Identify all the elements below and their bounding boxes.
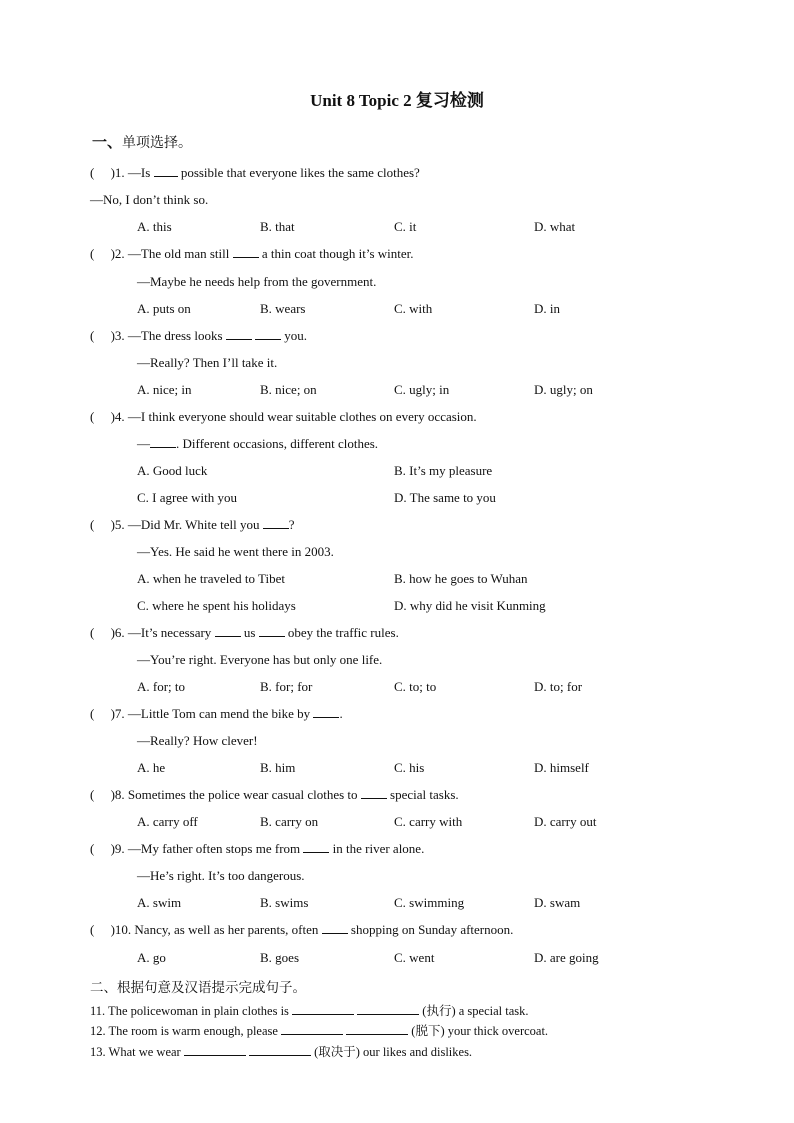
question-4-option-c: C. I agree with you <box>137 490 238 505</box>
question-2-reply: —Maybe he needs help from the government. <box>137 274 377 289</box>
question-text: —Did Mr. White tell you <box>127 517 263 532</box>
question-7-reply: —Really? How clever! <box>137 733 258 748</box>
question-1-option-d: D. what <box>534 219 576 234</box>
question-6-option-a: A. for; to <box>137 679 186 694</box>
answer-blank <box>361 787 387 799</box>
question-7-option-c: C. his <box>394 760 425 775</box>
question-9-option-b: B. swims <box>260 895 309 910</box>
answer-blank <box>150 436 176 448</box>
question-7: ( )7. —Little Tom can mend the bike by . <box>90 706 343 721</box>
question-7-option-b: B. him <box>260 760 296 775</box>
answer-blank <box>346 1023 408 1035</box>
question-text: Sometimes the police wear casual clothes to <box>127 787 361 802</box>
answer-blank <box>215 625 241 637</box>
question-6-option-c: C. to; to <box>394 679 437 694</box>
question-8-option-a: A. carry off <box>137 814 198 829</box>
question-8: ( )8. Sometimes the police wear casual clothes to special tasks. <box>90 787 459 802</box>
question-10-option-d: D. are going <box>534 950 599 965</box>
fill-in-12 <box>90 1021 548 1039</box>
question-number: 7 <box>114 706 122 721</box>
question-8-option-d: D. carry out <box>534 814 597 829</box>
answer-blank <box>233 246 259 258</box>
fill-in-text: 12. The room is warm enough, please <box>90 1024 282 1038</box>
answer-blank <box>154 165 178 177</box>
answer-blank <box>313 706 339 718</box>
answer-blank <box>184 1044 246 1056</box>
question-3-option-a: A. nice; in <box>137 382 192 397</box>
answer-blank <box>303 841 329 853</box>
question-text: . Different occasions, different clothes. <box>176 436 379 451</box>
answer-blank <box>292 1003 354 1015</box>
question-6: ( )6. —It’s necessary us obey the traffic rules. <box>90 625 399 640</box>
answer-blank <box>322 922 348 934</box>
question-6-reply: —You’re right. Everyone has but only one life. <box>137 652 383 667</box>
question-3-option-c: C. ugly; in <box>394 382 450 397</box>
fill-in-text: 13. What we wear <box>90 1045 184 1059</box>
answer-blank <box>226 328 252 340</box>
question-10-option-b: B. goes <box>260 950 299 965</box>
question-number: 10 <box>114 922 128 937</box>
question-7-option-a: A. he <box>137 760 166 775</box>
answer-blank <box>259 625 285 637</box>
question-text: —My father often stops me from <box>127 841 304 856</box>
question-number: 8 <box>114 787 122 802</box>
question-8-option-c: C. carry with <box>394 814 463 829</box>
question-number: 5 <box>114 517 122 532</box>
question-5-option-a: A. when he traveled to Tibet <box>137 571 286 586</box>
question-1-option-b: B. that <box>260 219 295 234</box>
question-text: possible that everyone likes the same clothes? <box>177 165 420 180</box>
question-3-option-b: B. nice; on <box>260 382 317 397</box>
question-1-option-a: A. this <box>137 219 172 234</box>
question-text: you. <box>281 328 308 343</box>
section-1-number: 一、 <box>92 135 123 151</box>
question-text: —It’s necessary <box>127 625 215 640</box>
fill-in-text: a special task. <box>455 1004 529 1018</box>
question-number: 2 <box>114 246 122 261</box>
fill-in-text: our likes and dislikes. <box>359 1045 473 1059</box>
question-9-option-a: A. swim <box>137 895 182 910</box>
question-1-reply: —No, I don’t think so. <box>90 192 209 207</box>
question-5-reply: —Yes. He said he went there in 2003. <box>137 544 334 559</box>
question-9: ( )9. —My father often stops me from in the river alone. <box>90 841 425 856</box>
answer-blank <box>249 1044 311 1056</box>
question-4-option-d: D. The same to you <box>394 490 496 505</box>
page-title: Unit 8 Topic 2 复习检测 <box>310 91 484 110</box>
question-10-option-c: C. went <box>394 950 435 965</box>
question-10: ( )10. Nancy, as well as her parents, often shopping on Sunday afternoon. <box>90 922 514 937</box>
question-text: Nancy, as well as her parents, often <box>134 922 322 937</box>
fill-in-text: 11. The policewoman in plain clothes is <box>90 1004 293 1018</box>
question-5-option-d: D. why did he visit Kunming <box>394 598 546 613</box>
question-2-option-a: A. puts on <box>137 301 191 316</box>
answer-blank <box>255 328 281 340</box>
question-number: 9 <box>114 841 122 856</box>
question-3: ( )3. —The dress looks you. <box>90 328 308 343</box>
question-number: 3 <box>114 328 122 343</box>
question-text: ? <box>288 517 295 532</box>
question-text: —I think everyone should wear suitable clothes on every occasion. <box>127 409 477 424</box>
question-text: —The dress looks <box>127 328 226 343</box>
question-text: a thin coat though it’s winter. <box>258 246 414 261</box>
question-6-option-b: B. for; for <box>260 679 313 694</box>
question-4: ( )4. —I think everyone should wear suitable clothes on every occasion. <box>90 409 477 424</box>
question-5: ( )5. —Did Mr. White tell you ? <box>90 517 295 532</box>
question-6-option-d: D. to; for <box>534 679 583 694</box>
fill-in-11 <box>90 1001 529 1019</box>
question-3-reply: —Really? Then I’ll take it. <box>137 355 278 370</box>
question-7-option-d: D. himself <box>534 760 589 775</box>
fill-in-text: your thick overcoat. <box>444 1024 549 1038</box>
chinese-hint: (取决于) <box>314 1045 360 1059</box>
question-4-option-a: A. Good luck <box>137 463 208 478</box>
question-8-option-b: B. carry on <box>260 814 319 829</box>
chinese-hint: (执行) <box>422 1004 456 1018</box>
answer-blank <box>281 1023 343 1035</box>
chinese-hint: (脱下) <box>411 1024 445 1038</box>
answer-blank <box>263 517 289 529</box>
answer-blank <box>357 1003 419 1015</box>
question-4-reply: — . Different occasions, different clothes. <box>137 436 379 451</box>
section-1-heading <box>92 131 192 152</box>
question-text: —Little Tom can mend the bike by <box>127 706 314 721</box>
question-number: 4 <box>114 409 122 424</box>
question-9-option-d: D. swam <box>534 895 581 910</box>
question-number: 1 <box>114 165 122 180</box>
question-4-option-b: B. It’s my pleasure <box>394 463 493 478</box>
question-text: . <box>339 706 343 721</box>
question-text: in the river alone. <box>329 841 425 856</box>
question-text: special tasks. <box>386 787 459 802</box>
question-text: obey the traffic rules. <box>284 625 399 640</box>
question-5-option-c: C. where he spent his holidays <box>137 598 296 613</box>
question-2-option-d: D. in <box>534 301 560 316</box>
section-2-heading: 二、根据句意及汉语提示完成句子。 <box>90 980 306 995</box>
question-2-option-b: B. wears <box>260 301 306 316</box>
fill-in-13 <box>90 1042 472 1060</box>
question-5-option-b: B. how he goes to Wuhan <box>394 571 528 586</box>
question-2-option-c: C. with <box>394 301 433 316</box>
question-2: ( )2. —The old man still a thin coat though it’s winter. <box>90 246 414 261</box>
question-1: ( )1. —Is possible that everyone likes the same clothes? <box>90 165 420 180</box>
question-text: —Is <box>127 165 154 180</box>
question-text: shopping on Sunday afternoon. <box>347 922 514 937</box>
question-text: us <box>240 625 259 640</box>
question-3-option-d: D. ugly; on <box>534 382 593 397</box>
question-9-option-c: C. swimming <box>394 895 465 910</box>
question-9-reply: —He’s right. It’s too dangerous. <box>137 868 305 883</box>
question-10-option-a: A. go <box>137 950 166 965</box>
question-text: —The old man still <box>127 246 233 261</box>
question-number: 6 <box>114 625 122 640</box>
section-1-title: 单项选择。 <box>122 136 193 151</box>
question-1-option-c: C. it <box>394 219 417 234</box>
